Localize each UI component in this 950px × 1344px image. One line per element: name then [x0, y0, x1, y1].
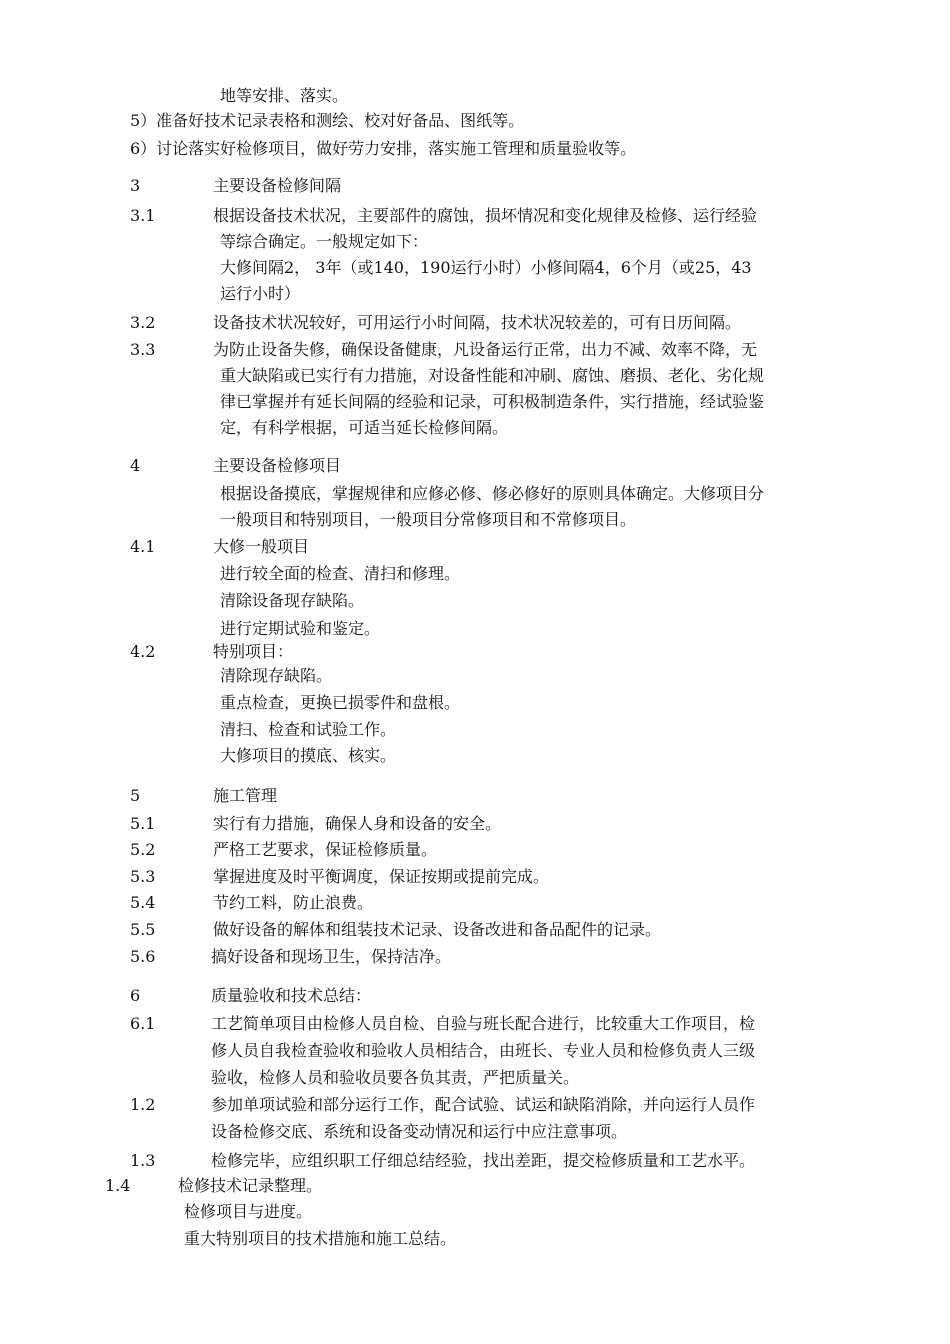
- text-line: 清除设备现存缺陷。: [220, 591, 365, 610]
- section-title: 检修技术记录整理。: [178, 1176, 323, 1195]
- list-item: 5）准备好技术记录表格和测绘、校对好备品、图纸等。: [130, 111, 525, 130]
- section-number: 1.2: [130, 1095, 156, 1114]
- text-line: 检修完毕，应组织职工仔细总结经验，找出差距，提交检修质量和工艺水平。: [211, 1151, 756, 1170]
- text-line: 严格工艺要求，保证检修质量。: [213, 840, 438, 859]
- text-line: 搞好设备和现场卫生，保持洁净。: [211, 947, 452, 966]
- section-number: 5.1: [130, 814, 156, 833]
- section-title: 质量验收和技术总结：: [211, 986, 372, 1005]
- text-line: 律已掌握并有延长间隔的经验和记录，可积极制造条件，实行措施，经试验鉴: [220, 392, 765, 411]
- text-line: 检修项目与进度。: [184, 1202, 313, 1221]
- section-title: 主要设备检修间隔: [213, 176, 342, 195]
- text-line: 大修间隔2， 3年（或140，190运行小时）小修间隔4，6个月（或25，43: [220, 258, 752, 277]
- section-number: 4.2: [130, 642, 156, 661]
- text-line: 进行定期试验和鉴定。: [220, 619, 381, 638]
- text-line: 重大特别项目的技术措施和施工总结。: [184, 1229, 457, 1248]
- text-line: 验收，检修人员和验收员要各负其责，严把质量关。: [211, 1068, 580, 1087]
- text-line: 清扫、检查和试验工作。: [220, 720, 397, 739]
- section-title: 主要设备检修项目: [213, 456, 342, 475]
- text-line: 根据设备技术状况，主要部件的腐蚀，损坏情况和变化规律及检修、运行经验: [213, 206, 758, 225]
- text-line: 做好设备的解体和组装技术记录、设备改进和备品配件的记录。: [213, 920, 662, 939]
- section-title: 施工管理: [213, 786, 278, 805]
- text-line: 大修项目的摸底、核实。: [220, 746, 397, 765]
- text-line: 根据设备摸底，掌握规律和应修必修、修必修好的原则具体确定。大修项目分: [220, 484, 765, 503]
- text-line: 节约工料，防止浪费。: [213, 893, 374, 912]
- section-number: 4: [130, 456, 141, 475]
- section-title: 大修一般项目: [213, 537, 310, 556]
- section-number: 1.3: [130, 1151, 156, 1170]
- section-number: 3.1: [130, 206, 156, 225]
- section-number: 4.1: [130, 537, 156, 556]
- section-number: 6: [130, 986, 141, 1005]
- text-line: 掌握进度及时平衡调度，保证按期或提前完成。: [213, 867, 550, 886]
- text-line: 为防止设备失修，确保设备健康，凡设备运行正常，出力不减、效率不降，无: [213, 340, 758, 359]
- text-line: 清除现存缺陷。: [220, 666, 333, 685]
- section-number: 3: [130, 176, 141, 195]
- section-number: 3.3: [130, 340, 156, 359]
- text-line: 运行小时）: [220, 284, 301, 303]
- text-line: 定，有科学根据，可适当延长检修间隔。: [220, 418, 509, 437]
- section-number: 5.4: [130, 893, 156, 912]
- list-item: 6）讨论落实好检修项目，做好劳力安排，落实施工管理和质量验收等。: [130, 139, 637, 158]
- text-line: 设备检修交底、系统和设备变动情况和运行中应注意事项。: [211, 1122, 628, 1141]
- text-line: 设备技术状况较好，可用运行小时间隔，技术状况较差的，可有日历间隔。: [213, 313, 742, 332]
- text-line: 一般项目和特别项目，一般项目分常修项目和不常修项目。: [220, 510, 637, 529]
- section-number: 5.5: [130, 920, 156, 939]
- text-line: 工艺简单项目由检修人员自检、自验与班长配合进行，比较重大工作项目，检: [211, 1014, 756, 1033]
- section-number: 5.3: [130, 867, 156, 886]
- section-number: 5.6: [130, 947, 156, 966]
- section-number: 3.2: [130, 313, 156, 332]
- text-line: 重点检查，更换已损零件和盘根。: [220, 693, 461, 712]
- section-number: 5.2: [130, 840, 156, 859]
- section-number: 1.4: [105, 1176, 131, 1195]
- text-line: 地等安排、落实。: [220, 86, 349, 105]
- text-line: 修人员自我检查验收和验收人员相结合，由班长、专业人员和检修负责人三级: [211, 1041, 756, 1060]
- text-line: 重大缺陷或已实行有力措施，对设备性能和冲刷、腐蚀、磨损、老化、劣化规: [220, 366, 765, 385]
- text-line: 实行有力措施，确保人身和设备的安全。: [213, 814, 502, 833]
- text-line: 参加单项试验和部分运行工作，配合试验、试运和缺陷消除，并向运行人员作: [211, 1095, 756, 1114]
- text-line: 进行较全面的检查、清扫和修理。: [220, 564, 461, 583]
- section-title: 特别项目：: [213, 642, 294, 661]
- text-line: 等综合确定。一般规定如下：: [220, 232, 429, 251]
- section-number: 6.1: [130, 1014, 156, 1033]
- section-number: 5: [130, 786, 141, 805]
